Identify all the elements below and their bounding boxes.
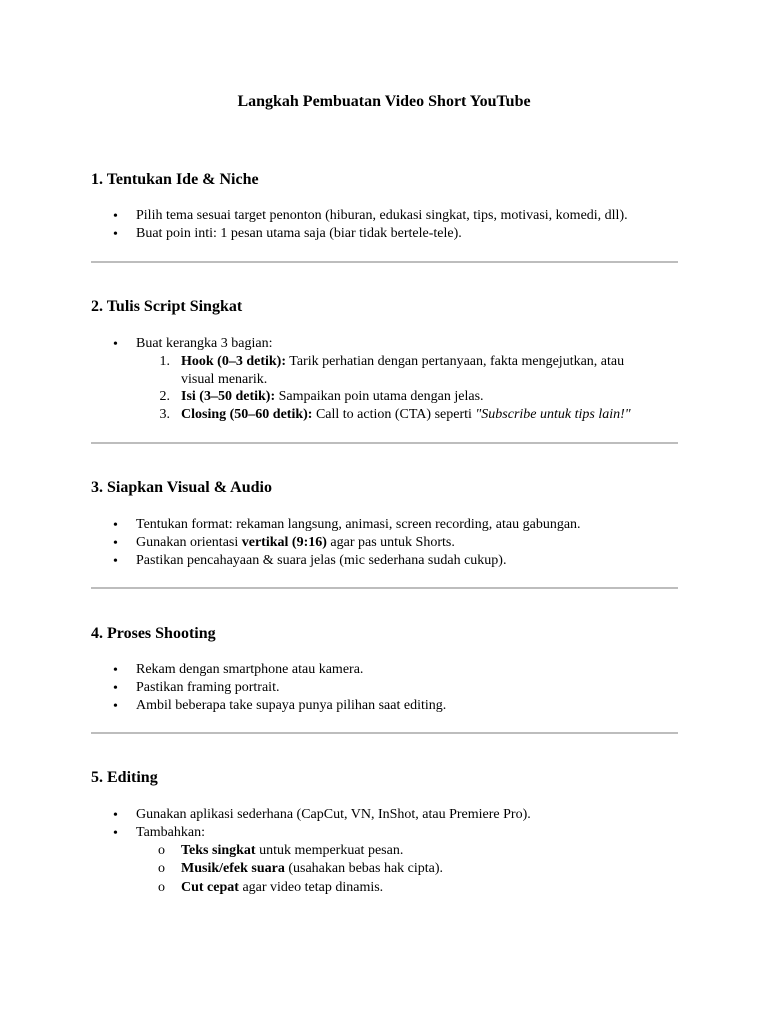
- section-1-heading: 1. Tentukan Ide & Niche: [91, 171, 259, 188]
- sub-item-bold-text: Teks singkat: [181, 843, 256, 858]
- bullet-marker: •: [113, 808, 118, 823]
- item-text: agar pas untuk Shorts.: [326, 535, 455, 550]
- sub-item-cut-cepat: [181, 879, 383, 897]
- section-divider: [91, 261, 678, 263]
- sub-bullet-marker: o: [158, 880, 165, 895]
- section-4-item-3: Ambil beberapa take supaya punya pilihan saat editing.: [136, 698, 447, 713]
- sub-bullet-marker: o: [158, 861, 165, 876]
- section-divider: [91, 587, 678, 589]
- sub-item-bold-text: Musik/efek suara: [181, 861, 285, 876]
- section-3-item-2: [136, 534, 455, 552]
- section-1-item-1: Pilih tema sesuai target penonton (hiburan, edukasi singkat, tips, motivasi, komedi, dll).: [136, 208, 628, 223]
- numbered-marker: 2.: [159, 389, 170, 404]
- section-3-item-1: Tentukan format: rekaman langsung, animasi, screen recording, atau gabungan.: [136, 517, 581, 532]
- bullet-marker: •: [113, 826, 118, 841]
- numbered-item-text: Call to action (CTA) seperti: [312, 407, 476, 422]
- numbered-item-label: Isi (3–50 detik):: [181, 389, 276, 404]
- section-5-item-1: Gunakan aplikasi sederhana (CapCut, VN, InShot, atau Premiere Pro).: [136, 807, 531, 822]
- numbered-item-closing: [181, 406, 631, 424]
- sub-item-teks-singkat: [181, 842, 403, 860]
- numbered-item-text: Tarik perhatian dengan pertanyaan, fakta mengejutkan, atau: [286, 354, 625, 369]
- section-5-item-2: Tambahkan:: [136, 825, 205, 840]
- section-4-heading: 4. Proses Shooting: [91, 625, 216, 642]
- numbered-marker: 3.: [159, 407, 170, 422]
- bullet-marker: •: [113, 554, 118, 569]
- section-1-item-2: Buat poin inti: 1 pesan utama saja (biar tidak bertele-tele).: [136, 226, 462, 241]
- section-3-heading: 3. Siapkan Visual & Audio: [91, 479, 272, 496]
- sub-item-bold-text: Cut cepat: [181, 880, 239, 895]
- bullet-marker: •: [113, 663, 118, 678]
- item-text: Gunakan orientasi: [136, 535, 242, 550]
- section-4-item-2: Pastikan framing portrait.: [136, 680, 280, 695]
- numbered-item-label: Hook (0–3 detik):: [181, 354, 286, 369]
- bullet-marker: •: [113, 518, 118, 533]
- numbered-marker: 1.: [159, 354, 170, 369]
- numbered-item-isi: [181, 388, 484, 406]
- numbered-item-quote: "Subscribe untuk tips lain!": [475, 407, 631, 422]
- sub-bullet-marker: o: [158, 843, 165, 858]
- section-3-item-3: Pastikan pencahayaan & suara jelas (mic sederhana sudah cukup).: [136, 553, 507, 568]
- numbered-item-label: Closing (50–60 detik):: [181, 407, 313, 422]
- numbered-item-hook: [181, 353, 624, 371]
- bullet-marker: •: [113, 681, 118, 696]
- numbered-item-text: Sampaikan poin utama dengan jelas.: [275, 389, 484, 404]
- bullet-marker: •: [113, 227, 118, 242]
- section-2-item-1: Buat kerangka 3 bagian:: [136, 336, 273, 351]
- bullet-marker: •: [113, 699, 118, 714]
- numbered-item-hook-continued: visual menarik.: [181, 372, 268, 387]
- section-5-heading: 5. Editing: [91, 769, 158, 786]
- bullet-marker: •: [113, 536, 118, 551]
- sub-item-text: (usahakan bebas hak cipta).: [284, 861, 444, 876]
- sub-item-text: agar video tetap dinamis.: [238, 880, 384, 895]
- section-2-heading: 2. Tulis Script Singkat: [91, 298, 243, 315]
- document-title: Langkah Pembuatan Video Short YouTube: [237, 93, 531, 110]
- item-bold-text: vertikal (9:16): [241, 535, 327, 550]
- section-4-item-1: Rekam dengan smartphone atau kamera.: [136, 662, 364, 677]
- section-divider: [91, 442, 678, 444]
- sub-item-text: untuk memperkuat pesan.: [255, 843, 404, 858]
- section-divider: [91, 732, 678, 734]
- bullet-marker: •: [113, 209, 118, 224]
- sub-item-musik: [181, 860, 443, 878]
- bullet-marker: •: [113, 337, 118, 352]
